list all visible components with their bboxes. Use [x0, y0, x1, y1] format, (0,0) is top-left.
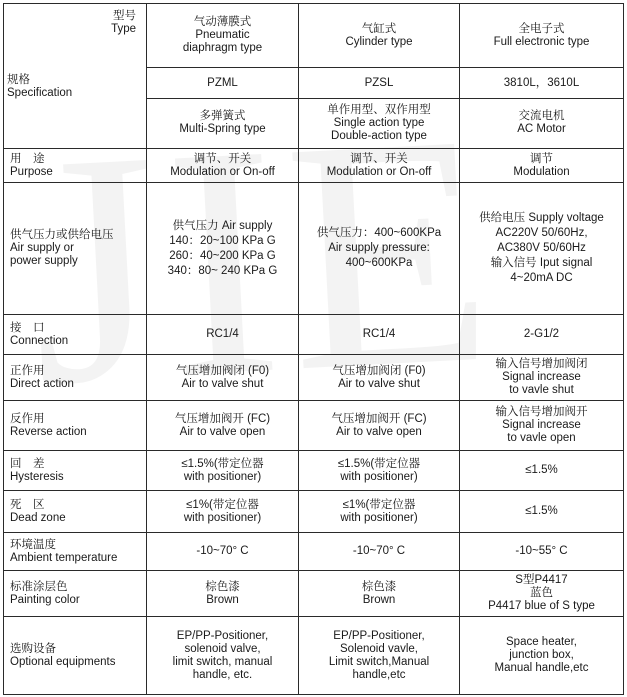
cell: ≤1%(带定位器 with positioner)	[299, 491, 460, 533]
row-label: 环境温度 Ambient temperature	[4, 533, 147, 571]
cell: EP/PP-Positioner, Solenoid vavle, Limit switch,Manual handle,etc	[299, 617, 460, 695]
cell: -10~70° C	[299, 533, 460, 571]
cell: S型P4417 蓝色 P4417 blue of S type	[460, 571, 624, 617]
cell: 输入信号增加阀开 Signal increase to vavle open	[460, 401, 624, 451]
header-type-label: 型号 Type	[111, 10, 136, 35]
row-label: 反作用 Reverse action	[4, 401, 147, 451]
row-supply	[4, 183, 624, 315]
row-label: 回 差 Hysteresis	[4, 451, 147, 491]
cell: ≤1.5%	[460, 451, 624, 491]
cell: 气压增加阀闭 (F0) Air to valve shut	[147, 355, 299, 401]
cell: 供给电压 Supply voltage AC220V 50/60Hz, AC380V 50/60Hz 输入信号 Iput signal 4~20mA DC	[460, 183, 624, 315]
cell: Space heater, junction box, Manual handle,etc	[460, 617, 624, 695]
header-corner-cell	[4, 4, 147, 149]
col3-type-cell: 全电子式 Full electronic type	[460, 4, 624, 68]
row-label: 死 区 Dead zone	[4, 491, 147, 533]
col2-type-cell: 气缸式 Cylinder type	[299, 4, 460, 68]
cell: 气压增加阀开 (FC) Air to valve open	[299, 401, 460, 451]
row-reverse-action	[4, 401, 624, 451]
col1-type-cell: 气动薄膜式 Pneumatic diaphragm type	[147, 4, 299, 68]
cell: RC1/4	[147, 315, 299, 355]
row-dead-zone	[4, 491, 624, 533]
cell: 棕色漆 Brown	[299, 571, 460, 617]
cell: ≤1.5%	[460, 491, 624, 533]
cell: 输入信号增加阀闭 Signal increase to vavle shut	[460, 355, 624, 401]
row-label: 标准涂层色 Painting color	[4, 571, 147, 617]
cell: 调节 Modulation	[460, 149, 624, 183]
cell: 调节、开关 Modulation or On-off	[147, 149, 299, 183]
row-label: 用 途 Purpose	[4, 149, 147, 183]
cell: ≤1.5%(带定位器 with positioner)	[147, 451, 299, 491]
row-optional-equipments	[4, 617, 624, 695]
cell: 气压增加阀开 (FC) Air to valve open	[147, 401, 299, 451]
row-connection	[4, 315, 624, 355]
col1-model: PZML	[147, 68, 299, 98]
cell: 供气压力 Air supply 140：20~100 KPa G 260：40~200 KPa G 340：80~ 240 KPa G	[147, 183, 299, 315]
row-purpose	[4, 149, 624, 183]
row-label: 选购设备 Optional equipments	[4, 617, 147, 695]
row-painting-color	[4, 571, 624, 617]
row-direct-action	[4, 355, 624, 401]
header-spec-label: 规格 Specification	[7, 74, 73, 99]
cell: -10~55° C	[460, 533, 624, 571]
col3-model: 3810L，3610L	[460, 68, 624, 98]
cell: 棕色漆 Brown	[147, 571, 299, 617]
col1-subtype: 多弹簧式 Multi-Spring type	[147, 98, 299, 148]
col3-subtype: 交流电机 AC Motor	[460, 98, 624, 148]
cell: 供气压力：400~600KPa Air supply pressure: 400~600KPa	[299, 183, 460, 315]
col2-subtype: 单作用型、双作用型 Single action type Double-action type	[299, 98, 460, 148]
cell: 气压增加阀闭 (F0) Air to valve shut	[299, 355, 460, 401]
row-label: 正作用 Direct action	[4, 355, 147, 401]
cell: EP/PP-Positioner, solenoid valve, limit switch, manual handle, etc.	[147, 617, 299, 695]
cell: 调节、开关 Modulation or On-off	[299, 149, 460, 183]
row-label: 接 口 Connection	[4, 315, 147, 355]
row-label: 供气压力或供给电压 Air supply or power supply	[4, 183, 147, 315]
cell: -10~70° C	[147, 533, 299, 571]
cell: ≤1.5%(带定位器 with positioner)	[299, 451, 460, 491]
cell: RC1/4	[299, 315, 460, 355]
cell: ≤1%(带定位器 with positioner)	[147, 491, 299, 533]
row-ambient-temperature	[4, 533, 624, 571]
cell: 2-G1/2	[460, 315, 624, 355]
col2-model: PZSL	[299, 68, 460, 98]
row-hysteresis	[4, 451, 624, 491]
spec-table	[3, 3, 624, 695]
